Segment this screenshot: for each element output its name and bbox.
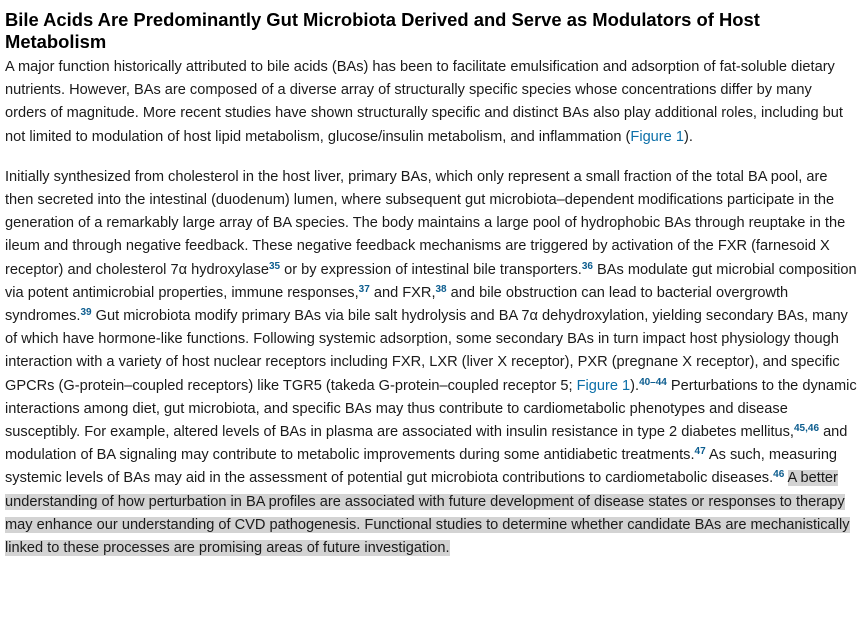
paragraph-2-text: Initially synthesized from cholesterol in the host liver, primary BAs, which only represent a small fraction of the total BA pool, are then secreted into the intestinal (duodenum) lumen, where subsequent gut microbiota–dependent modifications participate in the generation of a remarkably large array of BA species. The body maintains a large pool of hydrophobic BAs through reuptake in the ileum and through negative feedback. These negative feedback mechanisms are triggered by activation of the FXR (farnesoid X receptor) and cholesterol 7α hydroxylase	[5, 168, 846, 278]
paragraph-2-text: and FXR,	[369, 284, 436, 301]
citation-link[interactable]: 36	[581, 260, 593, 272]
citation-link[interactable]: 45,46	[793, 423, 820, 435]
article-section	[5, 9, 857, 560]
section-heading: Bile Acids Are Predominantly Gut Microbiota Derived and Serve as Modulators of Host Metabolism	[5, 9, 760, 52]
citation-35[interactable]	[269, 261, 280, 272]
citation-47[interactable]	[695, 446, 706, 457]
citation-40-44[interactable]	[639, 377, 667, 388]
citation-38[interactable]	[436, 284, 447, 295]
citation-link[interactable]: 38	[435, 283, 447, 295]
paragraph-2-text: BAs modulate gut microbial composition via potent antimicrobial properties, immune responses,	[5, 261, 857, 301]
citation-link[interactable]: 39	[80, 307, 92, 319]
paragraph-1-tail: ).	[683, 128, 693, 145]
citation-link[interactable]: 46	[773, 469, 785, 481]
citation-link[interactable]: 37	[358, 283, 370, 295]
citation-link[interactable]: 35	[268, 260, 281, 272]
paragraph-2-text: or by expression of intestinal bile transporters.	[280, 261, 582, 278]
citation-link[interactable]: 40–44	[639, 376, 667, 388]
paragraph-1	[5, 56, 857, 149]
paragraph-2-text: As such, measuring systemic levels of BAs may aid in the assessment of potential gut microbiota contributions to cardiometabolic diseases.	[5, 447, 838, 487]
paragraph-2-text: ).	[630, 377, 640, 394]
figure-1-link[interactable]: Figure 1	[630, 128, 684, 145]
paragraph-2-text: and bile obstruction can lead to bacterial overgrowth syndromes.	[5, 284, 789, 325]
paragraph-2-text: Perturbations to the dynamic interactions among diet, gut microbiota, and specific BAs may thus contribute to cardiometabolic phenotypes and disease susceptibly. For example, altered levels of BAs in plasma are associated with insulin resistance in type 2 diabetes mellitus,	[5, 377, 857, 441]
paragraph-2	[5, 166, 857, 560]
paragraph-1-text: A major function historically attributed to bile acids (BAs) has been to facilitate emulsification and adsorption of fat-soluble dietary nutrients. However, BAs are composed of a diverse array of structurally specific species whose concentrations differ by many orders of magnitude. More recent studies have shown structurally specific and distinct BAs also play additional roles, including but not limited to modulation of host lipid metabolism, glucose/insulin metabolism, and inflammation (	[5, 59, 843, 145]
citation-37[interactable]	[359, 284, 370, 295]
citation-39[interactable]	[80, 307, 91, 318]
citation-45-46[interactable]	[794, 423, 819, 434]
citation-36[interactable]	[582, 261, 593, 272]
figure-1-link[interactable]: Figure 1	[576, 377, 631, 394]
paragraph-2-text: and modulation of BA signaling may contribute to metabolic improvements during some antidiabetic treatments.	[5, 424, 848, 464]
citation-link[interactable]: 47	[694, 446, 706, 458]
paragraph-2-text: Gut microbiota modify primary BAs via bile salt hydrolysis and BA 7α dehydroxylation, yielding secondary BAs, many of which have hormone-like functions. Following systemic adsorption, some secondary BAs in turn impact host physiology though interaction with a variety of host nuclear receptors including FXR, LXR (liver X receptor), PXR (pregnane X receptor), and specific GPCRs (G-protein–coupled receptors) like TGR5 (takeda G-protein–coupled receptor 5;	[5, 308, 848, 394]
citation-46[interactable]	[773, 469, 784, 480]
selected-text-highlight[interactable]: A better understanding of how perturbation in BA profiles are associated with future development of disease states or responses to therapy may enhance our understanding of CVD pathogenesis. Functional studies to determine whether candidate BAs are mechanistically linked to these processes are promising areas of future investigation.	[5, 470, 850, 557]
